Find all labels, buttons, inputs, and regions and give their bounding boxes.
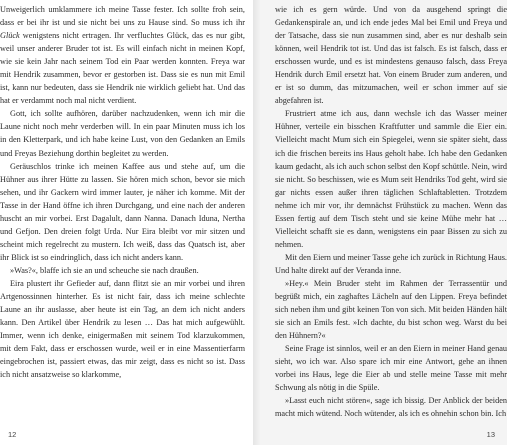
right-paragraph-2: Frustriert atme ich aus, dann wechsle ich das Wasser meiner Hühner, verteile ein bisschen Kraftfutter und sammle die Eier ein. Vielleicht macht Mum sich ein Spiegelei, wenn sie später sieht, dass ich die frischen bereits ins Haus geholt habe. Ich habe den Gedanken kaum gedacht, als ich auch schon selbst den Kopf schüttle. Nein, wird sie nicht. So beschissen, wie es Mum seit Hendriks Tod geht, wird sie gar nichts essen außer ihren täglichen Schlaftabletten. Trotzdem nehme ich mir vor, ihr demnächst Frühstück zu machen. Wenn das Essen fertig auf dem Tisch steht und sie keine Mühe mehr hat … Vielleicht schafft sie es dann, wenigstens ein paar Bissen zu sich zu nehmen. bbox=[275, 109, 507, 249]
page-number-left: 12 bbox=[8, 430, 17, 439]
left-paragraph-2: Gott, ich sollte aufhören, darüber nachzudenken, wenn ich mir die Laune nicht noch mehr verderben will. In ein paar Minuten muss ich los in den Kletterpark, und ich habe keine Lust, von den Gedanken an Emils und Freyas Beziehung dorthin begleitet zu werden. bbox=[0, 109, 245, 158]
left-page bbox=[0, 0, 253, 445]
right-paragraph-5: Seine Frage ist sinnlos, weil er an den Eiern in meiner Hand genau sieht, wo ich war. Also spare ich mir eine Antwort, gehe an ihnen vorbei ins Haus, lege die Eier ab und stelle meine Tasse mit mehr Schwung als nötig in die Spüle. bbox=[275, 344, 507, 393]
left-paragraph-1-before-italic: Unweigerlich umklammere ich meine Tasse fester. Ich sollte froh sein, dass er bei ihr ist und sie nicht bei uns zu Hause sind. So muss ich ihr bbox=[0, 5, 245, 28]
right-paragraph-3: Mit den Eiern und meiner Tasse gehe ich zurück in Richtung Haus. Und halte direkt auf der Veranda inne. bbox=[275, 252, 507, 275]
left-paragraph-4: »Was?«, blaffe ich sie an und scheuche sie nach draußen. bbox=[10, 265, 199, 275]
italic-word: Glück bbox=[0, 31, 20, 41]
left-paragraph-1 bbox=[0, 3, 245, 107]
right-paragraph-6: »Lasst euch nicht stören«, sage ich bissig. Der Anblick der beiden macht mich wütend. Noch wütender, als ich es ohnehin schon bin. Ich bbox=[275, 396, 507, 419]
gutter-shadow bbox=[253, 0, 261, 445]
left-paragraph-1-after-italic: wenigstens nicht ertragen. Ihr verfluchtes Glück, das es nur gibt, weil unser anderer Bruder tot ist. Es will einfach nicht in meinen Kopf, wie sie kein Jahr nach seinem Tod ein Paar werden konnten. Freya war mit Hendrik zusammen, bevor er gestorben ist. Dass sie es nun mit Emil ist, kann nur bedeuten, dass sie Hendrik nie wirklich geliebt hat. Und das hat er verdammt noch mal nicht verdient. bbox=[0, 31, 245, 106]
page-number-right: 13 bbox=[486, 430, 495, 439]
right-paragraph-4: »Hey.« Mein Bruder steht im Rahmen der Terrassentür und begrüßt mich, ein zaghaftes Lächeln auf den Lippen. Freya befindet sich neben ihm und gibt keinen Ton von sich. Mit beiden Händen hält sie sich an Emils fest. »Ich dachte, du bist schon weg. Warst du bei den Hühnern?« bbox=[275, 278, 507, 341]
left-paragraph-3: Geräuschlos trinke ich meinen Kaffee aus und stehe auf, um die Hühner aus ihrer Hütte zu lassen. Sie hören mich schon, bevor sie mich sehen, und ihr Gackern wird immer lauter, je näher ich komme. Mit der Tasse in der Hand öffne ich ihren Durchgang, und eine nach der anderen huscht an mir vorbei. Erst Dagalult, dann Nanna. Danach Iduna, Nertha und Gefjon. Den dreien folgt Urda. Nur Eira bleibt vor mir sitzen und scheint mich regelrecht zu mustern. Ich weiß, dass das Quatsch ist, aber ihr Blick ist so eindringlich, dass ich nicht anders kann. bbox=[0, 161, 245, 262]
right-page bbox=[253, 0, 507, 445]
right-paragraph-1: wie ich es gern würde. Und von da ausgehend springt die Gedankenspirale an, und ich ende jedes Mal bei Emil und Freya und der Tatsache, dass sie nun zusammen sind, aber es nur deshalb sein können, weil Hendrik tot ist. Und das ist falsch. Es ist falsch, dass er erschossen wurde, und es ist mindestens genauso falsch, dass Freya Hendrik durch Emil ersetzt hat. Von einem Bruder zum anderen, und er ist so dumm, das mitzumachen, weil er schon immer auf sie abgefahren ist. bbox=[275, 5, 507, 106]
left-paragraph-5: Eira plustert ihr Gefieder auf, dann flitzt sie an mir vorbei und ihren Artgenossinnen hinterher. Es ist nicht fair, dass ich meine schlechte Laune an ihr auslasse, aber heute ist ein Tag, an dem ich nicht anders kann. Den Artikel über Hendrik zu lesen … Das hat mich aufgewühlt. Immer, wenn ich denke, einigermaßen mit seinem Tod klarzukommen, mit dem Fakt, dass er erschossen wurde, weil er in eine Massentierfarm eingebrochen ist, passiert etwas, das mir zeigt, dass es nicht so ist. Dass ich nicht ansatzweise so klarkomme, bbox=[0, 278, 245, 380]
